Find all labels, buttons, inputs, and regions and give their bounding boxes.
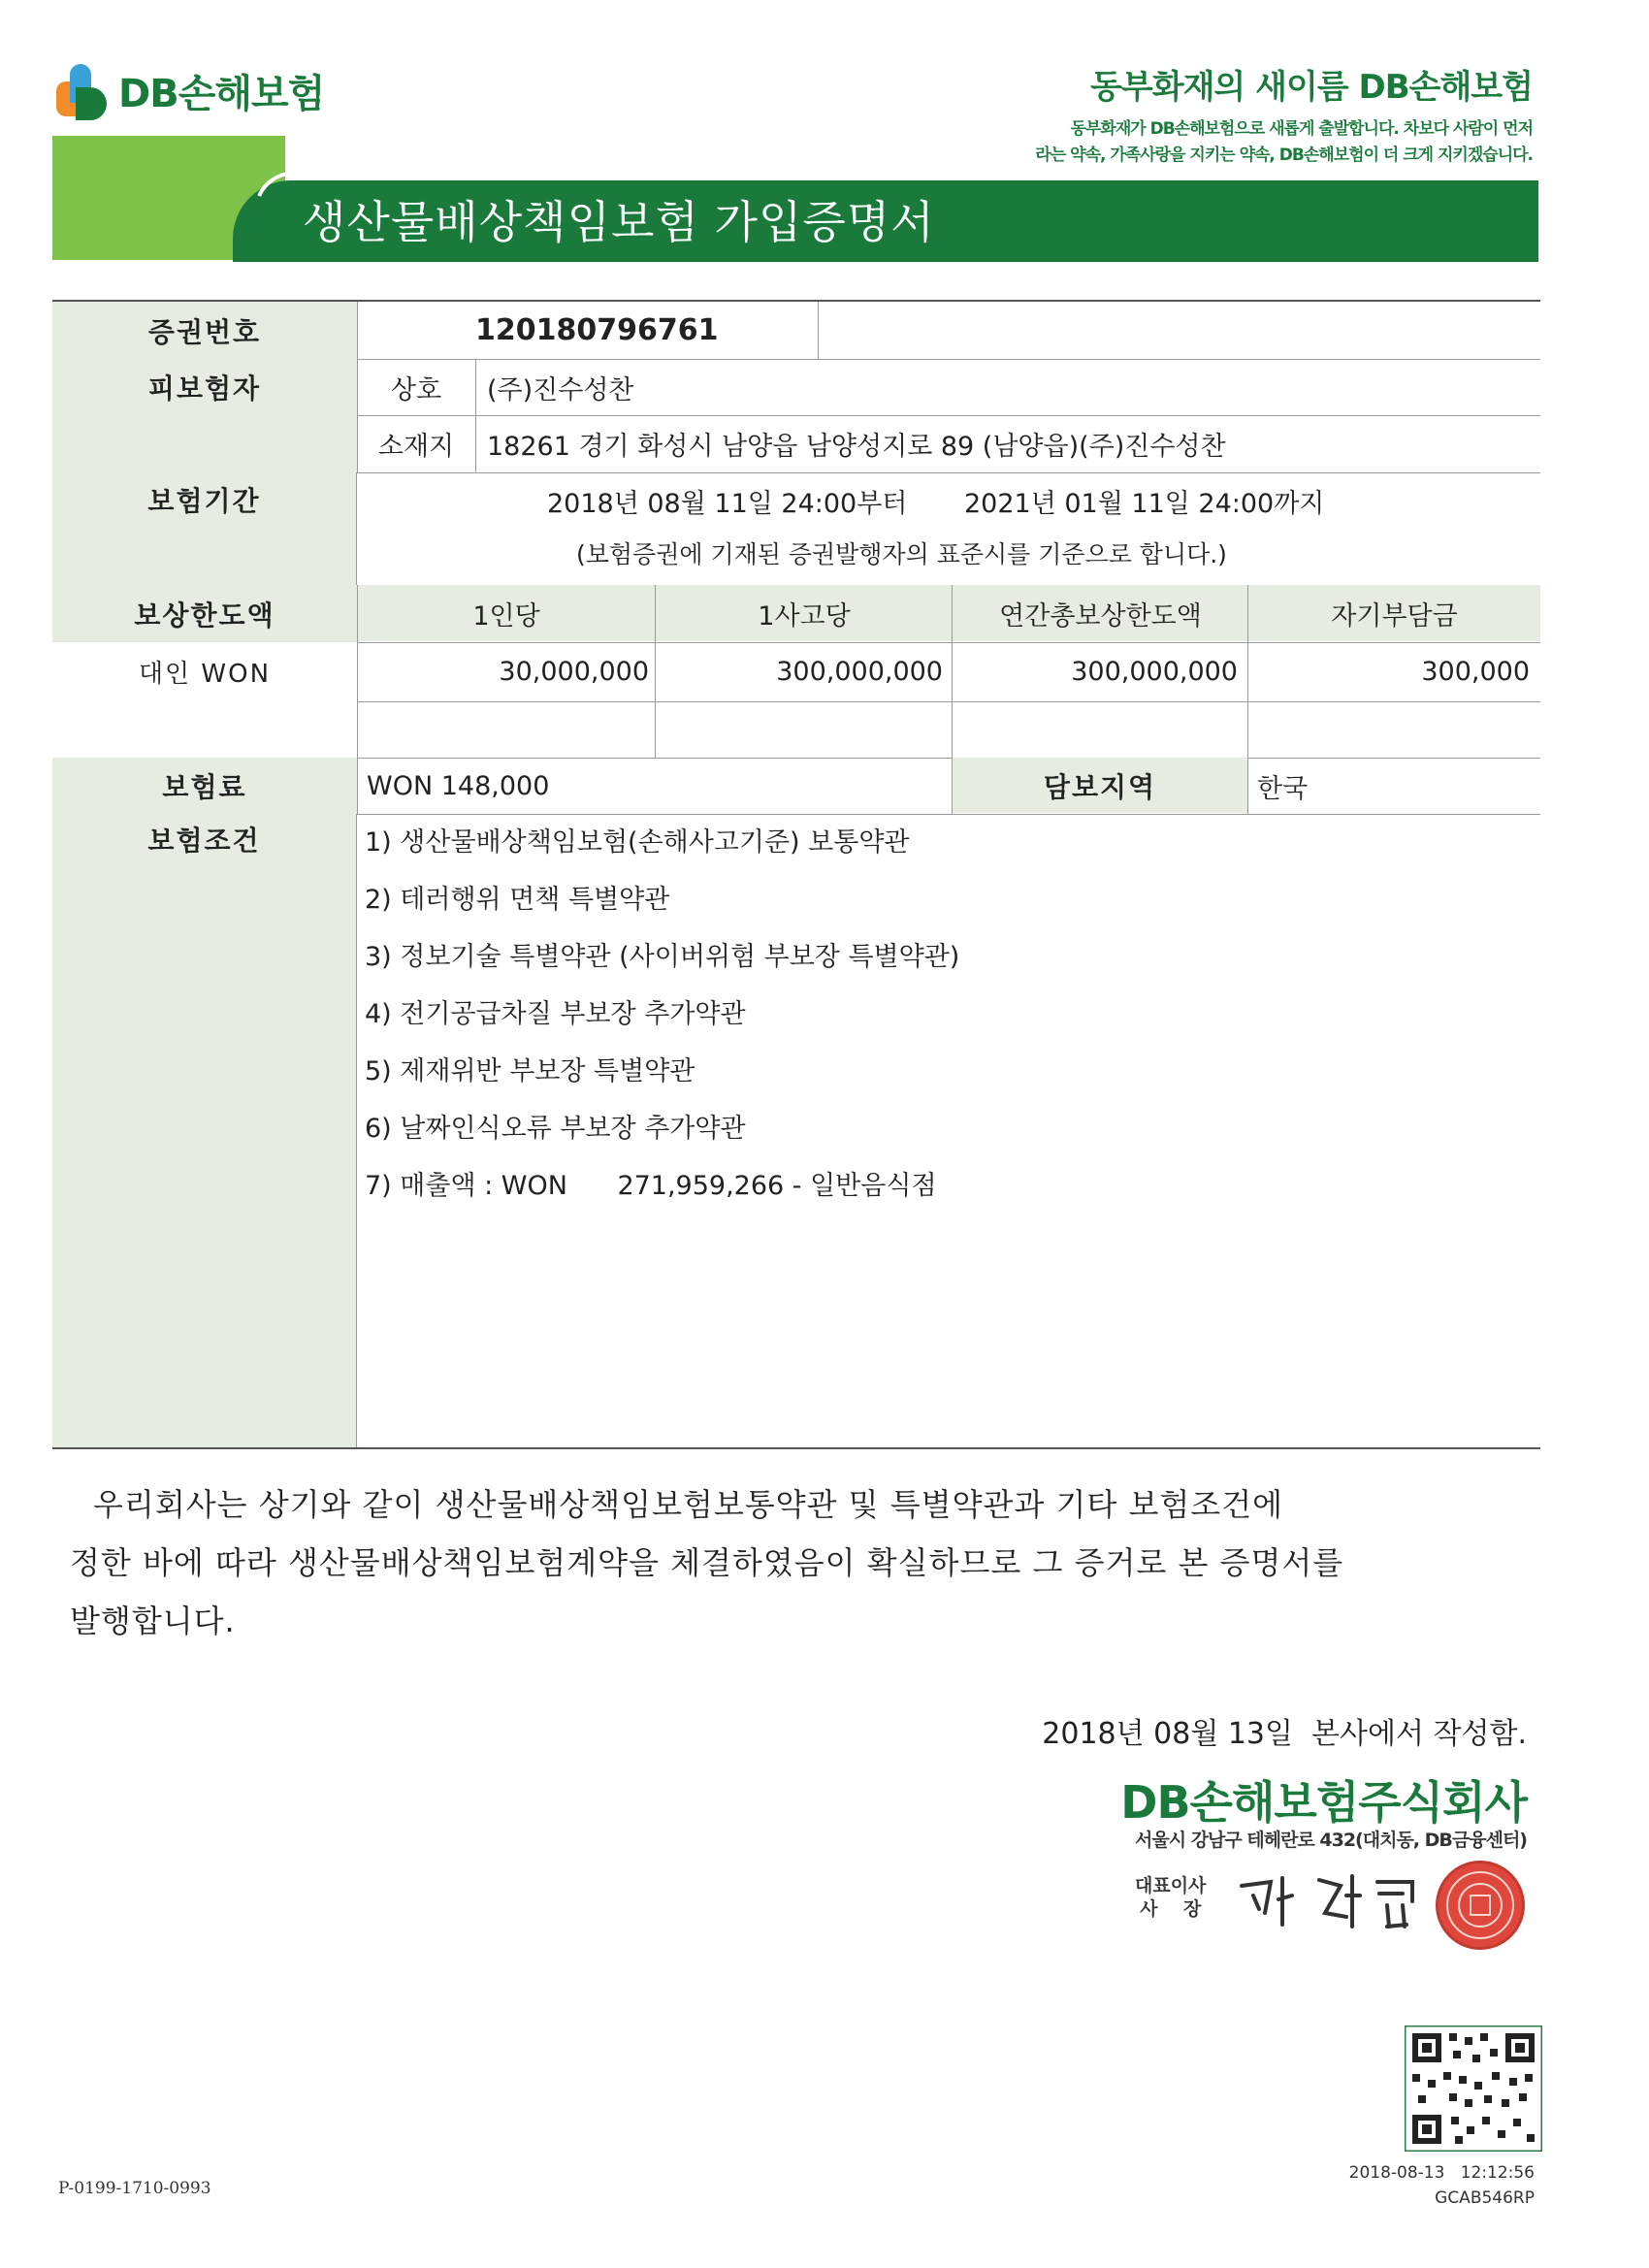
territory-label: 담보지역 [1043,771,1157,803]
logo-text: DB손해보험 [118,71,325,116]
company-logo [50,56,324,124]
limit-value-per-accident: 300,000,000 [776,657,943,687]
slogan-line-2: 라는 약속, 가족사랑을 지키는 약속, DB손해보험이 더 크게 지키겠습니다. [1035,146,1533,165]
document-title: 생산물배상책임보험 가입증명서 [303,196,935,248]
name-label: 상호 [390,374,442,405]
limit-value-per-person: 30,000,000 [499,657,649,687]
row-period [52,472,1540,586]
address-value: 18261 경기 화성시 남양읍 남양성지로 89 (남양읍)(주)진수성찬 [487,432,1226,462]
policy-number-label: 증권번호 [52,302,358,359]
name-value: (주)진수성찬 [487,374,634,405]
premium-value: WON 148,000 [367,770,550,801]
condition-item: 6) 날짜인식오류 부보장 추가약관 [365,1113,746,1144]
qr-code-icon [1405,2025,1542,2152]
condition-item: 2) 테러행위 면책 특별약관 [365,884,670,915]
policy-number-value: 120180796761 [475,313,719,347]
issue-date: 2018년 08월 13일 본사에서 작성함. [1042,1717,1527,1751]
insured-label: 피보험자 [52,359,358,415]
conditions-label: 보험조건 [52,814,357,1447]
company-seal-icon [1436,1861,1525,1950]
slogan-line-1: 동부화재가 DB손해보험으로 새롭게 출발합니다. 차보다 사람이 먼저 [1070,119,1533,139]
row-limit-values [52,642,1540,702]
condition-item: 7) 매출액 : WON 271,959,266 - 일반음식점 [365,1170,937,1201]
row-empty [52,701,1540,759]
limit-label: 보상한도액 [52,585,358,642]
print-timestamp: 2018-08-13 12:12:56 [1348,2163,1535,2183]
document-code-right: GCAB546RP [1435,2188,1535,2208]
limit-value-annual: 300,000,000 [1071,657,1238,687]
row-conditions [52,814,1540,1447]
limit-header-annual: 연간총보상한도액 [999,601,1202,632]
certificate-form [52,300,1540,1449]
statement-line-3: 발행합니다. [70,1603,236,1639]
rep-title-line-2: 사 장 [1140,1898,1202,1920]
signature-icon [1232,1866,1426,1934]
limit-value-deductible: 300,000 [1421,657,1530,687]
row-insured-name [52,359,1540,416]
limit-row-label: 대인 WON [52,642,358,701]
condition-item: 4) 전기공급차질 부보장 추가약관 [365,998,746,1029]
company-address: 서울시 강남구 테헤란로 432(대치동, DB금융센터) [1135,1830,1527,1851]
statement-line-1: 우리회사는 상기와 같이 생산물배상책임보험보통약관 및 특별약관과 기타 보험조건에 [93,1486,1284,1523]
document-code-left: P-0199-1710-0993 [58,2179,211,2198]
address-label: 소재지 [377,432,455,462]
period-note: (보험증권에 기재된 증권발행자의 표준시를 기준으로 합니다.) [576,540,1227,568]
slogan-title: 동부화재의 새이름 DB손해보험 [1090,68,1533,107]
condition-item: 1) 생산물배상책임보험(손해사고기준) 보통약관 [365,826,910,858]
row-limit-headers [52,585,1540,643]
premium-label: 보험료 [52,758,358,814]
condition-item: 3) 정보기술 특별약관 (사이버위험 부보장 특별약관) [365,941,960,972]
territory-value: 한국 [1257,773,1309,804]
rep-title-line-1: 대표이사 [1135,1875,1207,1896]
row-address [52,415,1540,473]
period-to: 2021년 01월 11일 24:00까지 [964,488,1325,519]
condition-item: 5) 제재위반 부보장 특별약관 [365,1055,695,1086]
row-premium [52,758,1540,815]
limit-header-deductible: 자기부담금 [1331,601,1458,632]
period-label: 보험기간 [52,472,357,585]
signature [1232,1866,1426,1938]
row-policy-number [52,302,1540,360]
address-label-cell [52,415,358,472]
representative-title [1135,1874,1206,1921]
statement-line-2: 정한 바에 따라 생산물배상책임보험계약을 체결하였음이 확실하므로 그 증거로 본 증명서를 [70,1544,1344,1581]
limit-header-per-accident: 1사고당 [758,601,851,632]
period-from: 2018년 08월 11일 24:00부터 [547,488,908,519]
company-name: DB손해보험주식회사 [1120,1776,1527,1829]
db-logo-icon [50,56,113,124]
limit-header-per-person: 1인당 [472,601,540,632]
